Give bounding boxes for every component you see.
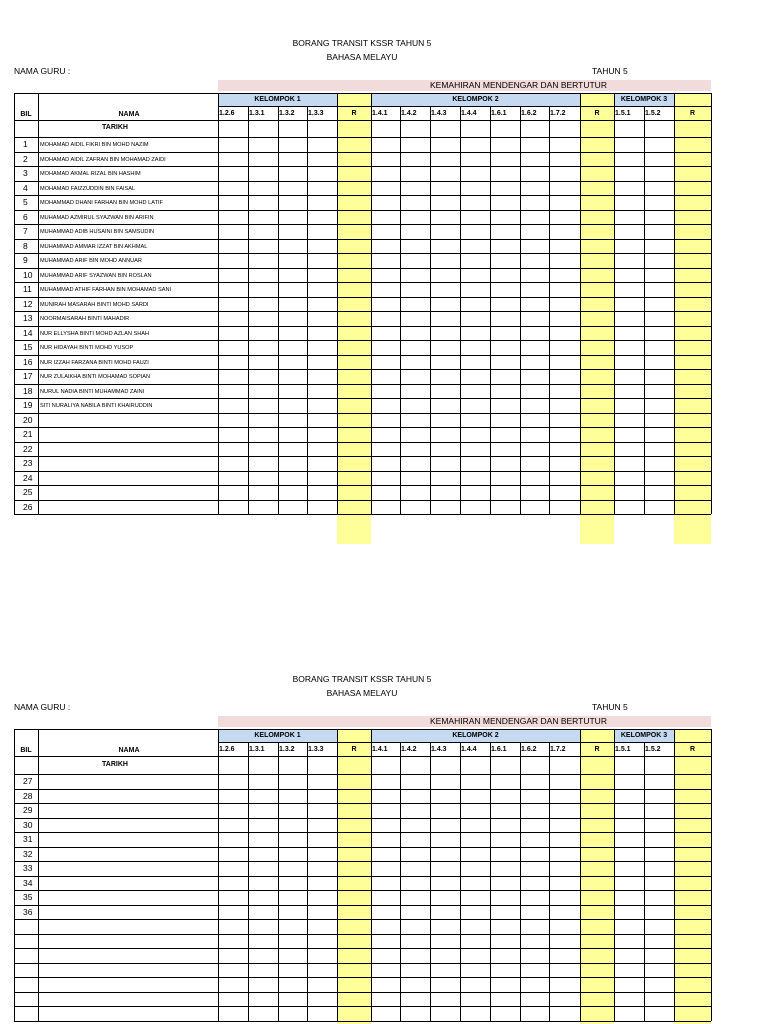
skill-code: 1.5.2	[645, 110, 661, 117]
student-number: 12	[23, 298, 33, 309]
r-header: R	[689, 110, 696, 117]
group-1-header: KELOMPOK 1	[218, 729, 337, 742]
table-row	[14, 803, 711, 818]
table-row	[14, 442, 711, 457]
student-number: 23	[23, 458, 33, 468]
student-number: 13	[23, 313, 33, 323]
r-header: R	[594, 746, 600, 753]
skill-code: 1.6.2	[521, 110, 537, 117]
student-number: 28	[23, 790, 33, 801]
skill-code: 1.6.1	[491, 110, 507, 117]
nama-header: NAMA	[118, 747, 140, 754]
skill-code: 1.2.6	[219, 110, 235, 117]
grid-line	[711, 93, 712, 514]
table-row	[14, 456, 711, 471]
group-2-header: KELOMPOK 2	[371, 93, 580, 106]
student-number: 26	[23, 501, 33, 512]
table-row	[14, 471, 711, 486]
student-name: MOHAMAD AIDIL FIKRI BIN MOHD NAZIM	[40, 142, 149, 148]
student-number: 11	[23, 284, 32, 294]
skill-code: 1.4.1	[372, 746, 388, 753]
student-number: 17	[23, 371, 33, 381]
student-number: 6	[23, 211, 28, 222]
table-row	[14, 413, 711, 428]
skill-code: 1.7.2	[550, 110, 566, 117]
skill-code: 1.5.2	[645, 746, 661, 753]
form-subject: BAHASA MELAYU	[326, 688, 398, 698]
grid-line	[14, 1021, 711, 1022]
tarikh-header: TARIKH	[102, 761, 128, 768]
skill-code: 1.7.2	[550, 746, 566, 753]
table-row	[14, 1006, 711, 1021]
skill-code: 1.3.3	[308, 110, 324, 117]
grid-line	[14, 120, 711, 121]
table-row	[14, 919, 711, 934]
r-header: R	[689, 746, 696, 753]
skill-code: 1.4.3	[431, 746, 447, 753]
student-name: MUHAMMAD AMMAR IZZAT BIN AKHMAL	[40, 243, 148, 250]
table-row	[14, 992, 711, 1007]
student-name: MOHAMAD AKMAL RIZAL BIN HASHIM	[40, 171, 141, 177]
student-number: 32	[23, 848, 33, 859]
skill-code: 1.4.4	[461, 110, 477, 117]
skill-code: 1.3.1	[249, 110, 265, 117]
group-3-header: KELOMPOK 3	[614, 729, 674, 742]
grid-line	[711, 729, 712, 1021]
group-3-header: KELOMPOK 3	[614, 93, 674, 106]
student-number: 20	[23, 414, 33, 425]
table-row	[14, 789, 711, 804]
skill-title-bar	[218, 716, 711, 727]
table-row	[14, 818, 711, 833]
skill-code: 1.3.2	[279, 746, 295, 753]
teacher-label: NAMA GURU :	[14, 66, 71, 76]
student-number: 34	[23, 877, 33, 888]
form-title: BORANG TRANSIT KSSR TAHUN 5	[292, 674, 432, 684]
table-row	[14, 948, 711, 963]
student-number: 10	[23, 269, 33, 280]
grid-line	[218, 106, 711, 107]
student-name: SITI NURALIYA NABILA BINTI KHAIRUDDIN	[40, 403, 153, 409]
grid-line	[14, 93, 711, 94]
skill-title-bar	[218, 80, 711, 91]
student-number: 3	[23, 168, 28, 178]
student-number: 22	[23, 443, 33, 454]
bil-header: BIL	[20, 747, 32, 754]
group-2-header: KELOMPOK 2	[371, 729, 580, 742]
skill-code: 1.4.2	[401, 746, 417, 753]
student-number: 30	[23, 819, 33, 830]
student-number: 19	[23, 400, 33, 410]
student-number: 35	[23, 892, 33, 902]
bil-header: BIL	[20, 111, 32, 118]
table-row	[14, 977, 711, 992]
table-row	[14, 485, 711, 500]
skill-code: 1.3.2	[279, 110, 295, 117]
student-number: 8	[23, 240, 28, 251]
student-name: MUHAMMAD ARIF BIN MOHD ANNUAR	[40, 258, 142, 264]
year-label: TAHUN 5	[592, 702, 628, 712]
year-label: TAHUN 5	[592, 66, 628, 76]
student-number: 18	[23, 385, 33, 396]
student-name: MUHAMMAD ARIF SYAZWAN BIN ROSLAN	[40, 272, 152, 279]
student-number: 15	[23, 342, 33, 352]
student-number: 29	[23, 805, 33, 815]
table-row	[14, 847, 711, 862]
student-name: NUR HIDAYAH BINTI MOHD YUSOP	[40, 345, 134, 351]
student-name: NURUL NADIA BINTI MUHAMMAD ZAINI	[40, 388, 145, 395]
student-name: MUHAMMAD ATHIF FARHAN BIN MOHAMAD SANI	[40, 287, 172, 293]
student-name: NUR ELLYSHA BINTI MOHD AZLAN SHAH	[40, 330, 149, 337]
student-number: 9	[23, 255, 28, 265]
skill-title: KEMAHIRAN MENDENGAR DAN BERTUTUR	[430, 80, 607, 90]
skill-code: 1.3.3	[308, 746, 324, 753]
table-row	[14, 832, 711, 847]
skill-title: KEMAHIRAN MENDENGAR DAN BERTUTUR	[430, 716, 607, 726]
skill-code: 1.5.1	[615, 746, 631, 753]
student-name: MUHAMMAD ADIB HUSAINI BIN SAMSUDIN	[40, 229, 155, 235]
table-row	[14, 876, 711, 891]
student-number: 36	[23, 906, 33, 917]
skill-code: 1.4.4	[461, 746, 477, 753]
skill-code: 1.2.6	[219, 746, 235, 753]
student-name: MUHAMAD AZMIRUL SYAZWAN BIN ARIFIN	[40, 214, 154, 221]
skill-code: 1.4.2	[401, 110, 417, 117]
r-header: R	[351, 110, 357, 117]
skill-code: 1.6.2	[521, 746, 537, 753]
r-header: R	[351, 746, 357, 753]
table-row	[14, 861, 711, 876]
skill-code: 1.3.1	[249, 746, 265, 753]
student-number: 16	[23, 356, 33, 367]
form-subject: BAHASA MELAYU	[326, 52, 398, 62]
teacher-label: NAMA GURU :	[14, 702, 71, 712]
group-1-header: KELOMPOK 1	[218, 93, 337, 106]
student-number: 14	[23, 327, 33, 338]
student-number: 5	[23, 197, 28, 207]
student-name: NOORMAISARAH BINTI MAHADIR	[40, 316, 130, 322]
table-row	[14, 905, 711, 920]
student-name: NUR ZULAIKHA BINTI MOHAMAD SOPIAN	[40, 374, 151, 380]
student-number: 4	[23, 182, 28, 193]
student-number: 31	[23, 834, 33, 844]
table-row	[14, 774, 711, 789]
skill-code: 1.4.1	[372, 110, 388, 117]
student-number: 27	[23, 776, 33, 786]
skill-code: 1.4.3	[431, 110, 447, 117]
grid-line	[14, 756, 711, 757]
table-row	[14, 500, 711, 515]
student-name: MOHAMAD AIDIL ZAFRAN BIN MOHAMAD ZAIDI	[40, 156, 166, 163]
table-row	[14, 963, 711, 978]
table-row	[14, 890, 711, 905]
student-number: 7	[23, 226, 28, 236]
table-row	[14, 427, 711, 442]
tarikh-header: TARIKH	[102, 124, 128, 131]
student-name: MUNIRAH MASARAH BINTI MOHD SARDI	[40, 301, 149, 308]
nama-header: NAMA	[118, 111, 140, 118]
student-number: 24	[23, 472, 33, 483]
r-header: R	[594, 110, 600, 117]
student-number: 33	[23, 863, 33, 873]
student-name: NUR IZZAH FARZANA BINTI MOHD FAUZI	[40, 359, 149, 366]
skill-code: 1.5.1	[615, 110, 631, 117]
student-number: 25	[23, 487, 33, 497]
student-name: MOHAMAD FAIZZUDDIN BIN FAISAL	[40, 185, 136, 192]
grid-line	[14, 729, 711, 730]
student-number: 1	[23, 139, 28, 149]
form-title: BORANG TRANSIT KSSR TAHUN 5	[292, 38, 432, 48]
student-number: 21	[23, 429, 33, 439]
skill-code: 1.6.1	[491, 746, 507, 753]
student-name: MOHAMMAD DHANI FARHAN BIN MOHD LATIF	[40, 200, 163, 206]
grid-line	[218, 742, 711, 743]
grid-line	[14, 514, 711, 515]
table-row	[14, 934, 711, 949]
student-number: 2	[23, 153, 28, 164]
